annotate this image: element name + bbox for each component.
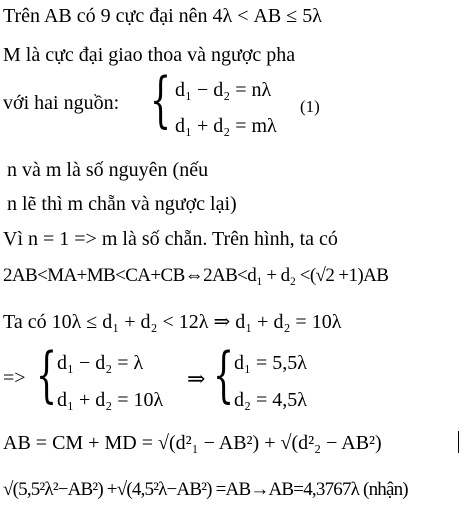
equation-tag-1: (1) [300,97,320,116]
line-with-two-sources: với hai nguồn: [3,92,120,114]
system3-eq2: d₂ = 4,5λ [234,389,307,411]
line-sum-range: Ta có 10λ ≤ d₁ + d₂ < 12λ ⇒ d₁ + d₂ = 10λ [3,311,342,333]
line-n-equals-one: Vì n = 1 => m là số chẵn. Trên hình, ta có [3,228,338,250]
system-brace-3: { [213,340,235,410]
system3-eq1: d₁ = 5,5λ [234,352,307,374]
line-maxima-condition: Trên AB có 9 cực đại nên 4λ < AB ≤ 5λ [3,5,322,27]
line-integers-note: n và m là số nguyên (nếu [7,159,209,181]
line-parity-note: n lẽ thì m chẵn và ngược lại) [7,193,237,215]
system1-eq1: d₁ − d₂ = nλ [175,79,272,101]
system-brace-1: { [150,65,172,135]
line-final-result: √(5,5²λ²−AB²) +√(4,5²λ−AB²) =AB→AB=4,3767λ (nhận) [3,479,408,500]
line-inequality-chain: 2AB<MA+MB<CA+CB⇔2AB<d₁ + d₂ <(√2 +1)AB [3,265,389,286]
system1-eq2: d₁ + d₂ = mλ [175,115,277,137]
line-implies-arrow: => [3,367,26,389]
system-brace-2: { [36,340,58,410]
system2-eq2: d₁ + d₂ = 10λ [57,389,164,411]
line-ab-sum-of-roots: AB = CM + MD = √(d²₁ − AB²) + √(d²₂ − AB²) [3,432,382,454]
system2-eq1: d₁ − d₂ = λ [57,352,144,374]
text-cursor [458,431,459,453]
implies-symbol: ⇒ [187,366,206,391]
line-m-description: M là cực đại giao thoa và ngược pha [3,44,296,66]
